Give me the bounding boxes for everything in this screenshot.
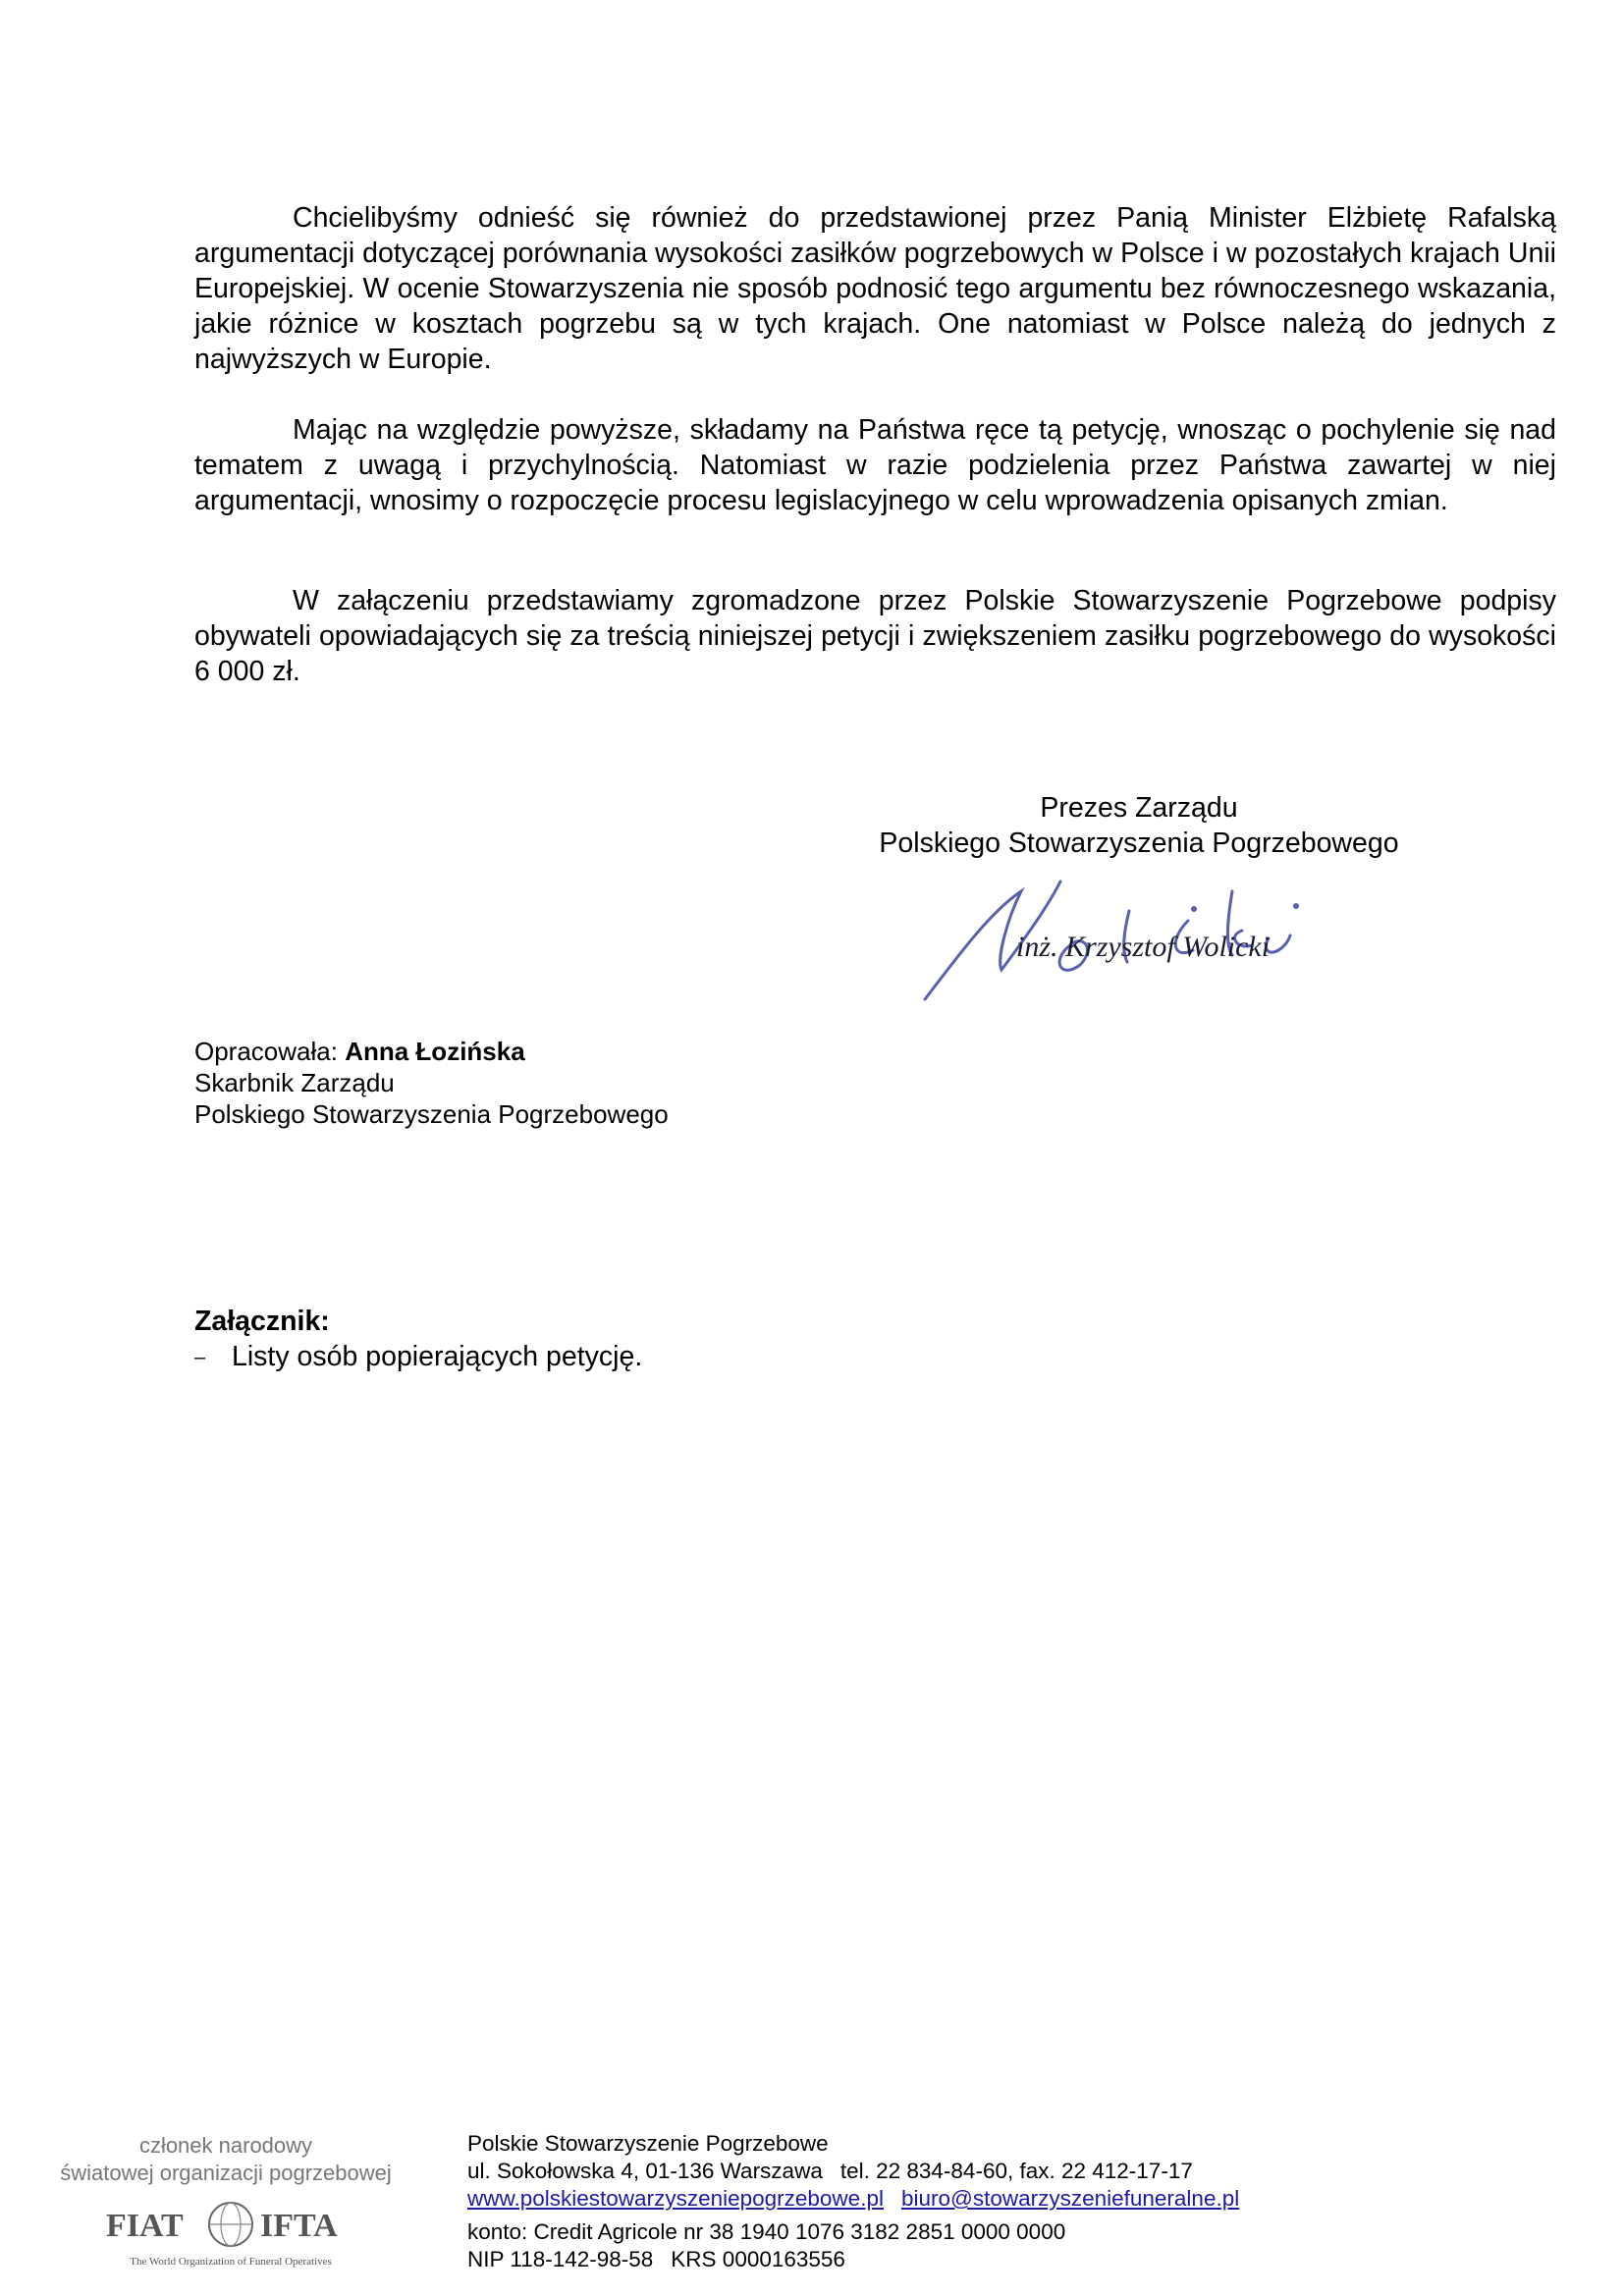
footer-krs: KRS 0000163556 [671, 2247, 845, 2271]
email-link[interactable]: biuro@stowarzyszeniefuneralne.pl [900, 2186, 1240, 2211]
website-link[interactable]: www.polskiestowarzyszeniepogrzebowe.pl [467, 2186, 884, 2211]
signoff-org: Polskiego Stowarzyszenia Pogrzebowego [879, 828, 1399, 859]
svg-text:The World Organization of Fune: The World Organization of Funeral Operatives [130, 2256, 332, 2268]
fiat-ifta-logo [88, 2192, 373, 2270]
paragraph-3: W załączeniu przedstawiamy zgromadzone przez Polskie Stowarzyszenie Pogrzebowe podpisy obywateli opowiadających się za treścią niniejszej petycji i zwiększeniem zasiłku pogrzebowego do wysokości 6 000 zł. [194, 585, 1556, 687]
footer-nip: NIP 118-142-98-58 [467, 2247, 654, 2271]
attachment-item-text: Listy osób popierających petycję. [232, 1341, 643, 1372]
dash-bullet: – [194, 1346, 206, 1368]
member-line-1: członek narodowy [138, 2133, 313, 2158]
prepared-name: Anna Łozińska [345, 1037, 525, 1066]
prepared-org: Polskiego Stowarzyszenia Pogrzebowego [194, 1099, 669, 1129]
paragraph-1: Chcielibyśmy odnieść się również do przedstawionej przez Panią Minister Elżbietę Rafalską argumentacji dotyczącej porównania wysokości zasiłków pogrzebowych w Polsce i w pozostałych krajach Unii Europejskiej. W ocenie Stowarzyszenia nie sposób podnosić tego argumentu bez równoczesnego wskazania, jakie różnice w kosztach pogrzebu są w tych krajach. One natomiast w Polsce należą do jednych z najwyższych w Europie. [194, 202, 1556, 375]
prepared-label: Opracowała: [194, 1037, 338, 1066]
attachment-item [194, 1341, 642, 1373]
membership-note [39, 2132, 412, 2187]
attachment-title: Załącznik: [194, 1306, 330, 1337]
paragraph-2: Mając na względzie powyższe, składamy na Państwa ręce tą petycję, wnosząc o pochylenie się nad tematem z uwagą i przychylnością. Natomiast w razie podzielenia przez Państwa zawartej w niej argumentacji, wnosimy o rozpoczęcie procesu legislacyjnego w celu wprowadzenia opisanych zmian. [194, 414, 1556, 516]
org-contact-footer [467, 2130, 1239, 2273]
svg-text:FIAT: FIAT [106, 2208, 184, 2244]
signoff-block [844, 790, 1434, 861]
footer-org-name: Polskie Stowarzyszenie Pogrzebowe [467, 2131, 829, 2156]
signer-name: inż. Krzysztof Wolicki [1016, 931, 1271, 963]
prepared-role: Skarbnik Zarządu [194, 1068, 395, 1097]
footer-phone: tel. 22 834-84-60, fax. 22 412-17-17 [839, 2159, 1193, 2183]
prepared-by-block [194, 1036, 669, 1130]
footer-address: ul. Sokołowska 4, 01-136 Warszawa [467, 2159, 823, 2183]
signoff-title: Prezes Zarządu [1040, 792, 1238, 824]
footer-bank: konto: Credit Agricole nr 38 1940 1076 3182 2851 0000 0000 [467, 2219, 1066, 2244]
svg-text:IFTA: IFTA [260, 2208, 338, 2244]
member-line-2: światowej organizacji pogrzebowej [60, 2161, 392, 2185]
